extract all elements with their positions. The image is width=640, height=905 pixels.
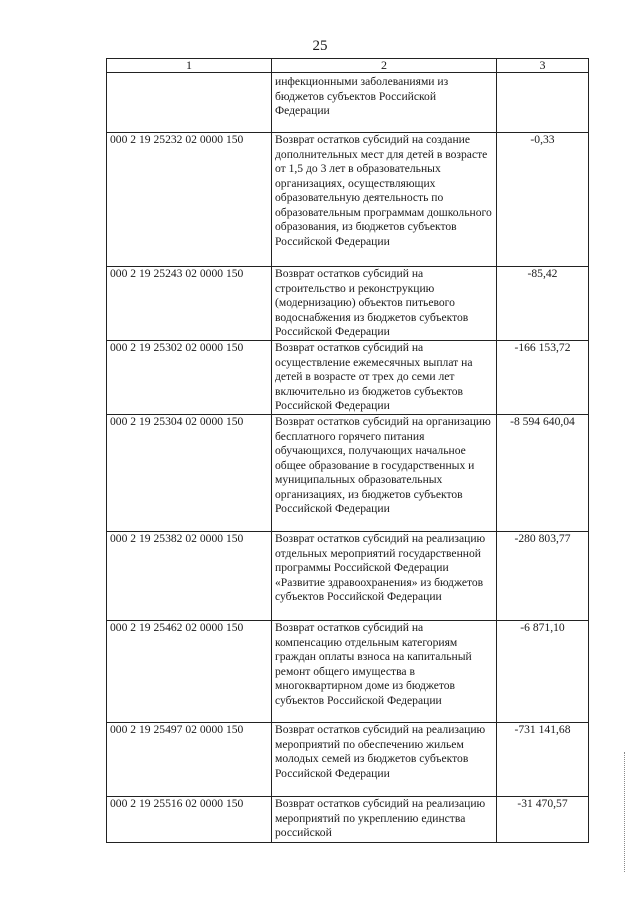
description-cell: Возврат остатков субсидий на компенсацию отдельным категориям граждан оплаты взноса на капитальный ремонт общего имущества в многоквартирном доме из бюджетов субъектов Российской Федерации [272, 621, 497, 723]
amount-cell: -280 803,77 [497, 532, 589, 621]
table-row [107, 267, 589, 341]
column-header-1: 1 [107, 59, 272, 73]
column-header-3: 3 [497, 59, 589, 73]
budget-code-cell: 000 2 19 25304 02 0000 150 [107, 415, 272, 532]
amount-cell: -31 470,57 [497, 797, 589, 843]
amount-cell: -0,33 [497, 133, 589, 267]
scan-edge-mark [624, 752, 627, 872]
description-cell: Возврат остатков субсидий на реализацию мероприятий по укреплению единства российской [272, 797, 497, 843]
description-cell: Возврат остатков субсидий на создание дополнительных мест для детей в возрасте от 1,5 до 3 лет в образовательных организациях, осуществляющих образовательную деятельность по образовательным программам дошкольного образования, из бюджетов субъектов Российской Федерации [272, 133, 497, 267]
description-cell: Возврат остатков субсидий на организацию бесплатного горячего питания обучающихся, получающих начальное общее образование в государственных и муниципальных образовательных организациях, из бюджетов субъектов Российской Федерации [272, 415, 497, 532]
budget-code-cell: 000 2 19 25382 02 0000 150 [107, 532, 272, 621]
table-row [107, 723, 589, 797]
amount-cell: -166 153,72 [497, 341, 589, 415]
budget-code-cell: 000 2 19 25462 02 0000 150 [107, 621, 272, 723]
description-cell: Возврат остатков субсидий на осуществление ежемесячных выплат на детей в возрасте от трех до семи лет включительно из бюджетов субъектов Российской Федерации [272, 341, 497, 415]
table-row [107, 341, 589, 415]
table-row [107, 621, 589, 723]
budget-code-cell: 000 2 19 25232 02 0000 150 [107, 133, 272, 267]
table-header-row [107, 59, 589, 73]
table-row [107, 797, 589, 843]
table-row [107, 415, 589, 532]
amount-cell: -6 871,10 [497, 621, 589, 723]
budget-code-cell: 000 2 19 25516 02 0000 150 [107, 797, 272, 843]
description-cell: Возврат остатков субсидий на реализацию отдельных мероприятий государственной программы Российской Федерации «Развитие здравоохранения» из бюджетов субъектов Российской Федерации [272, 532, 497, 621]
page-number: 25 [312, 38, 328, 54]
description-cell: инфекционными заболеваниями из бюджетов субъектов Российской Федерации [272, 73, 497, 133]
budget-code-cell: 000 2 19 25243 02 0000 150 [107, 267, 272, 341]
amount-cell: -731 141,68 [497, 723, 589, 797]
description-cell: Возврат остатков субсидий на строительство и реконструкцию (модернизацию) объектов питьевого водоснабжения из бюджетов субъектов Российской Федерации [272, 267, 497, 341]
table-row [107, 73, 589, 133]
budget-table [106, 58, 589, 843]
column-header-2: 2 [272, 59, 497, 73]
amount-cell [497, 73, 589, 133]
budget-code-cell [107, 73, 272, 133]
table-row [107, 133, 589, 267]
budget-code-cell: 000 2 19 25302 02 0000 150 [107, 341, 272, 415]
budget-code-cell: 000 2 19 25497 02 0000 150 [107, 723, 272, 797]
amount-cell: -8 594 640,04 [497, 415, 589, 532]
amount-cell: -85,42 [497, 267, 589, 341]
table-row [107, 532, 589, 621]
description-cell: Возврат остатков субсидий на реализацию мероприятий по обеспечению жильем молодых семей из бюджетов субъектов Российской Федерации [272, 723, 497, 797]
